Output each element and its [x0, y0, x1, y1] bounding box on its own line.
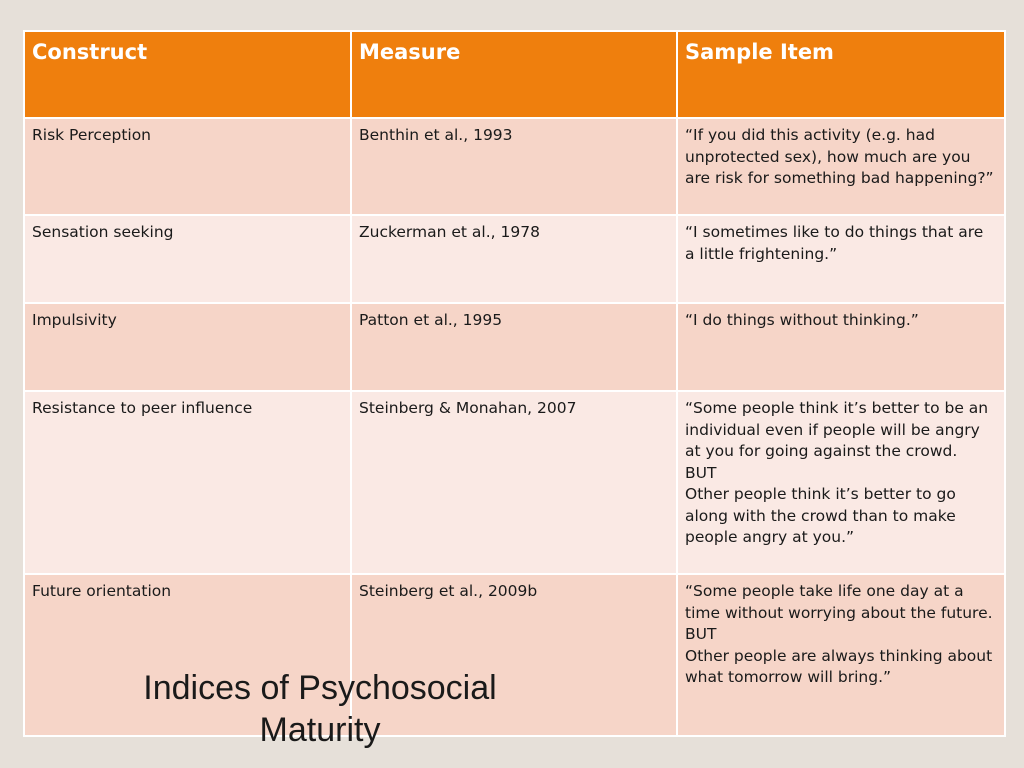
construct-cell: Risk Perception	[24, 118, 351, 215]
sample-item-cell: “I do things without thinking.”	[677, 303, 1005, 391]
slide-title: Indices of Psychosocial Maturity	[143, 669, 497, 749]
header-measure: Measure	[351, 31, 677, 118]
sample-item-cell: “If you did this activity (e.g. had unprotected sex), how much are you are risk for something bad happening?”	[677, 118, 1005, 215]
construct-cell: Impulsivity	[24, 303, 351, 391]
sample-item-cell: “Some people think it’s better to be an individual even if people will be angry at you for going against the crowd. BUT Other people think it’s better to go along with the crowd than to make people angry at you.”	[677, 391, 1005, 574]
measure-cell: Steinberg et al., 2009b	[351, 574, 677, 736]
header-sample-item: Sample Item	[677, 31, 1005, 118]
construct-cell: Future orientation	[24, 574, 351, 736]
header-construct: Construct	[24, 31, 351, 118]
table-row	[24, 303, 1005, 391]
table-row	[24, 391, 1005, 574]
psychosocial-maturity-table	[23, 30, 1006, 737]
measure-cell: Benthin et al., 1993	[351, 118, 677, 215]
measure-cell: Patton et al., 1995	[351, 303, 677, 391]
table-header-row	[24, 31, 1005, 118]
measure-cell: Zuckerman et al., 1978	[351, 215, 677, 303]
table-row	[24, 118, 1005, 215]
sample-item-cell: “I sometimes like to do things that are a little frightening.”	[677, 215, 1005, 303]
table-row	[24, 215, 1005, 303]
construct-cell: Sensation seeking	[24, 215, 351, 303]
measure-cell: Steinberg & Monahan, 2007	[351, 391, 677, 574]
construct-cell: Resistance to peer influence	[24, 391, 351, 574]
sample-item-cell: “Some people take life one day at a time without worrying about the future. BUT Other people are always thinking about what tomorrow will bring.”	[677, 574, 1005, 736]
